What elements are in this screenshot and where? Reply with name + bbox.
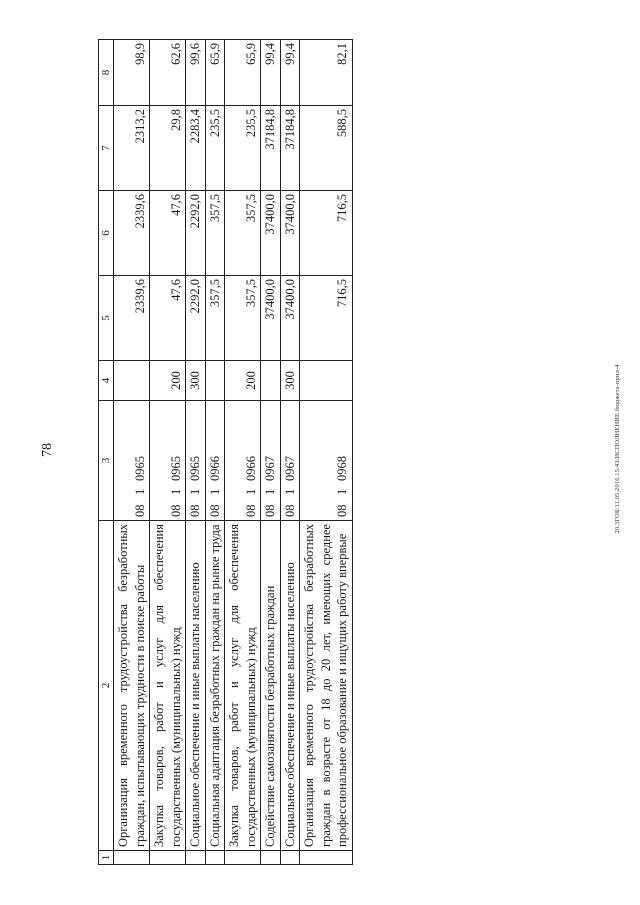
row-podrazdel: 1 [168,488,183,495]
row-name: Закупка товаров, работ и услуг для обеспечения государственных (муниципальных) нужд [150,521,186,851]
table-row [150,40,186,865]
row-col6: 37400,0 [261,191,281,276]
row-col8: 65,9 [205,40,225,106]
budget-execution-table [98,39,353,865]
page-number: 78 [40,443,55,457]
row-name: Социальная адаптация безработных граждан на рынке труда [205,521,225,851]
row-col6: 37400,0 [280,191,300,276]
row-csr: 0966 [207,456,222,481]
row-col6: 47,6 [150,191,186,276]
row-razdel: 08 [188,504,202,517]
row-razdel: 08 [263,504,277,517]
row-vr [300,361,353,401]
table-row [114,40,150,865]
row-col5: 47,6 [150,276,186,361]
row-csr: 0967 [263,456,277,481]
row-col8: 82,1 [300,40,353,106]
rotated-table-container [98,40,618,865]
row-col6: 357,5 [225,191,261,276]
col-number-2: 2 [99,521,114,851]
row-name: Организация временного трудоустройства безработных граждан, испытывающих трудности в поиске работы [114,521,150,851]
row-number-cell [280,851,300,865]
row-razdel: 08 [335,504,349,517]
column-number-row [99,40,114,865]
row-vr: 200 [225,361,261,401]
row-codes [186,401,206,521]
budget-table-area [98,40,618,865]
row-vr: 300 [186,361,206,401]
row-codes [280,401,300,521]
row-number-cell [114,851,150,865]
row-vr [114,361,150,401]
row-col8: 65,9 [225,40,261,106]
row-podrazdel: 1 [263,488,277,495]
col-number-1: 1 [99,851,114,865]
row-number-cell [205,851,225,865]
row-csr: 0967 [282,456,297,481]
table-row [205,40,225,865]
row-name: Закупка товаров, работ и услуг для обеспечения государственных (муниципальных) нужд [225,521,261,851]
row-col5: 37400,0 [261,276,281,361]
row-col7: 2313,2 [114,106,150,191]
col-number-7: 7 [99,106,114,191]
row-podrazdel: 1 [335,488,349,495]
row-col7: 588,5 [300,106,353,191]
row-csr: 0965 [168,456,183,481]
row-podrazdel: 1 [207,488,222,495]
row-vr: 300 [280,361,300,401]
row-codes [261,401,281,521]
row-csr: 0965 [132,456,147,481]
col-number-3: 3 [99,401,114,521]
row-col8: 62,6 [150,40,186,106]
row-col7: 29,8 [150,106,186,191]
row-razdel: 08 [168,504,183,517]
row-podrazdel: 1 [188,488,202,495]
row-col8: 98,9 [114,40,150,106]
row-col7: 2283,4 [186,106,206,191]
row-razdel: 08 [243,504,258,517]
row-csr: 0968 [335,456,349,481]
table-row [280,40,300,865]
row-name: Социальное обеспечение и иные выплаты населению [280,521,300,851]
row-razdel: 08 [132,504,147,517]
row-codes [225,401,261,521]
row-number-cell [225,851,261,865]
row-name: Содействие самозанятости безработных граждан [261,521,281,851]
row-col7: 37184,8 [280,106,300,191]
row-number-cell [261,851,281,865]
row-vr: 200 [150,361,186,401]
row-col7: 235,5 [205,106,225,191]
row-col6: 2292,0 [186,191,206,276]
row-codes [300,401,353,521]
row-col5: 716,5 [300,276,353,361]
footer-file-note: 20.3ГОБ/11.05.2016 15:43/ИСПОЛНЕНИЕ бюджета-прил-4 [614,364,621,534]
row-col8: 99,6 [186,40,206,106]
table-row [186,40,206,865]
table-row [261,40,281,865]
col-number-6: 6 [99,191,114,276]
col-number-4: 4 [99,361,114,401]
row-podrazdel: 1 [243,488,258,495]
row-razdel: 08 [282,504,297,517]
col-number-8: 8 [99,40,114,106]
row-razdel: 08 [207,504,222,517]
row-col5: 357,5 [225,276,261,361]
row-col6: 357,5 [205,191,225,276]
row-name: Организация временного трудоустройства безработных граждан в возрасте от 18 до 20 лет, имеющих среднее профессиональное образование и ищущих работу впервые [300,521,353,851]
row-codes [114,401,150,521]
row-vr [261,361,281,401]
col-number-5: 5 [99,276,114,361]
row-podrazdel: 1 [132,488,147,495]
row-col7: 37184,8 [261,106,281,191]
row-podrazdel: 1 [282,488,297,495]
row-codes [150,401,186,521]
row-number-cell [186,851,206,865]
row-col5: 2292,0 [186,276,206,361]
row-col6: 716,5 [300,191,353,276]
row-csr: 0965 [188,456,202,481]
row-col6: 2339,6 [114,191,150,276]
row-col8: 99,4 [280,40,300,106]
row-col7: 235,5 [225,106,261,191]
row-name: Социальное обеспечение и иные выплаты населению [186,521,206,851]
row-csr: 0966 [243,456,258,481]
row-number-cell [150,851,186,865]
row-col5: 37400,0 [280,276,300,361]
row-col5: 2339,6 [114,276,150,361]
row-col5: 357,5 [205,276,225,361]
row-number-cell [300,851,353,865]
table-row [300,40,353,865]
row-col8: 99,4 [261,40,281,106]
row-vr [205,361,225,401]
row-codes [205,401,225,521]
table-row [225,40,261,865]
